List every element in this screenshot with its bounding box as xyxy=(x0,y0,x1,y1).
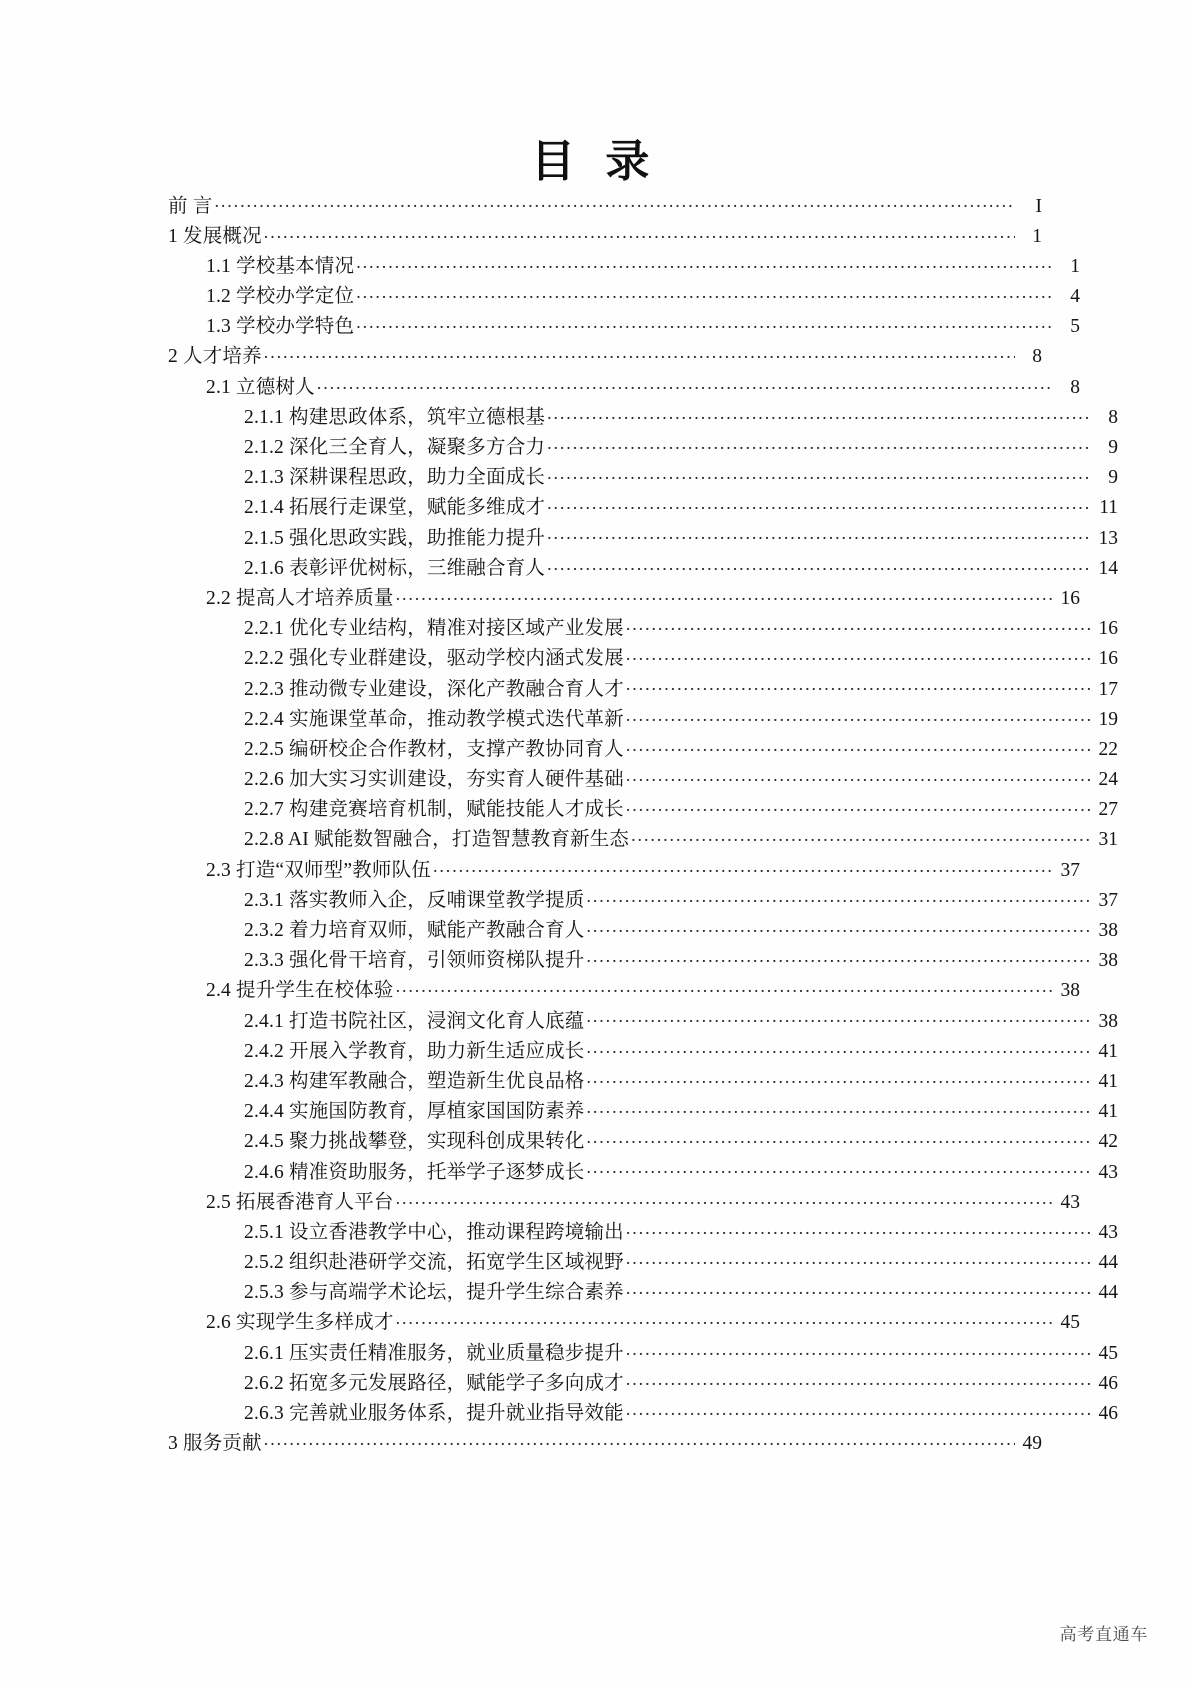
toc-entry-label: 2.4.1 打造书院社区，浸润文化育人底蕴 xyxy=(244,1010,585,1032)
toc-entry-label: 2.1.6 表彰评优树标，三维融合育人 xyxy=(244,557,546,579)
toc-entry[interactable] xyxy=(168,796,1118,826)
toc-entry[interactable] xyxy=(168,977,1080,1007)
toc-entry-label: 2.6 实现学生多样成才 xyxy=(206,1312,394,1334)
toc-leader-dots xyxy=(586,886,1091,906)
toc-entry-label: 2.4.6 精准资助服务，托举学子逐梦成长 xyxy=(244,1161,585,1183)
toc-entry[interactable] xyxy=(168,947,1118,977)
toc-entry-page-number: 43 xyxy=(1098,1161,1118,1183)
toc-entry-page-number: 46 xyxy=(1098,1372,1118,1394)
toc-entry-label: 2.1 立德树人 xyxy=(206,376,315,398)
toc-leader-dots xyxy=(626,1279,1091,1299)
toc-entry[interactable] xyxy=(168,1067,1118,1097)
toc-entry[interactable] xyxy=(168,1158,1118,1188)
toc-leader-dots xyxy=(547,494,1091,514)
toc-leader-dots xyxy=(264,343,1015,363)
toc-entry-label: 2.2 提高人才培养质量 xyxy=(206,587,394,609)
toc-entry-page-number: 8 xyxy=(1032,346,1042,368)
toc-leader-dots xyxy=(586,1007,1091,1027)
toc-entry-label: 2.3.3 强化骨干培育，引领师资梯队提升 xyxy=(244,950,585,972)
toc-entry-page-number: 38 xyxy=(1060,980,1080,1002)
toc-entry-page-number: 37 xyxy=(1060,859,1080,881)
toc-list xyxy=(168,192,1118,1460)
toc-entry[interactable] xyxy=(168,1279,1118,1309)
toc-leader-dots xyxy=(396,1309,1053,1329)
toc-entry[interactable] xyxy=(168,705,1118,735)
toc-leader-dots xyxy=(586,1037,1091,1057)
toc-entry-label: 2.6.2 拓宽多元发展路径，赋能学子多向成才 xyxy=(244,1372,624,1394)
toc-entry[interactable] xyxy=(168,1339,1118,1369)
toc-entry-page-number: 42 xyxy=(1098,1131,1118,1153)
toc-entry[interactable] xyxy=(168,1128,1118,1158)
toc-entry-page-number: 45 xyxy=(1098,1342,1118,1364)
toc-entry-page-number: 1 xyxy=(1070,255,1080,277)
toc-entry[interactable] xyxy=(168,222,1042,252)
toc-entry-page-number: 24 xyxy=(1098,769,1118,791)
page-title: 目 录 xyxy=(530,137,660,186)
toc-entry-page-number: 9 xyxy=(1108,467,1118,489)
toc-entry-page-number: 5 xyxy=(1070,316,1080,338)
toc-entry[interactable] xyxy=(168,283,1080,313)
toc-entry-label: 1.3 学校办学特色 xyxy=(206,316,355,338)
toc-entry[interactable] xyxy=(168,1007,1118,1037)
toc-leader-dots xyxy=(626,705,1091,725)
toc-entry[interactable] xyxy=(168,886,1118,916)
toc-entry[interactable] xyxy=(168,343,1042,373)
toc-entry-page-number: 4 xyxy=(1070,286,1080,308)
toc-leader-dots xyxy=(626,1339,1091,1359)
toc-entry-page-number: 43 xyxy=(1060,1191,1080,1213)
toc-entry-page-number: 44 xyxy=(1098,1252,1118,1274)
toc-entry-label: 2.4.5 聚力挑战攀登，实现科创成果转化 xyxy=(244,1131,585,1153)
toc-entry[interactable] xyxy=(168,192,1042,222)
toc-entry[interactable] xyxy=(168,917,1118,947)
toc-entry[interactable] xyxy=(168,584,1080,614)
toc-entry-label: 2.2.1 优化专业结构，精准对接区域产业发展 xyxy=(244,618,624,640)
toc-entry-page-number: 11 xyxy=(1099,497,1118,519)
toc-entry-page-number: 38 xyxy=(1098,1010,1118,1032)
toc-leader-dots xyxy=(626,675,1091,695)
toc-entry-label: 2.2.4 实施课堂革命，推动教学模式迭代革新 xyxy=(244,708,624,730)
toc-entry-page-number: 46 xyxy=(1098,1403,1118,1424)
toc-entry-label: 1.1 学校基本情况 xyxy=(206,255,355,277)
toc-entry[interactable] xyxy=(168,856,1080,886)
toc-entry[interactable] xyxy=(168,645,1118,675)
toc-entry-label: 2.4 提升学生在校体验 xyxy=(206,980,394,1002)
toc-entry[interactable] xyxy=(168,675,1118,705)
toc-entry-page-number: 9 xyxy=(1108,437,1118,458)
toc-leader-dots xyxy=(631,826,1091,846)
toc-entry-page-number: 41 xyxy=(1098,1070,1118,1092)
toc-entry[interactable] xyxy=(168,735,1118,765)
toc-leader-dots xyxy=(547,554,1091,574)
toc-entry-label: 2.4.4 实施国防教育，厚植家国国防素养 xyxy=(244,1101,585,1123)
toc-entry[interactable] xyxy=(168,252,1080,282)
toc-entry[interactable] xyxy=(168,434,1118,464)
toc-entry[interactable] xyxy=(168,494,1118,524)
toc-leader-dots xyxy=(626,1218,1091,1238)
toc-entry-label: 2.4.3 构建军教融合，塑造新生优良品格 xyxy=(244,1070,585,1092)
toc-leader-dots xyxy=(547,434,1091,454)
toc-entry[interactable] xyxy=(168,1037,1118,1067)
toc-entry-label: 3 服务贡献 xyxy=(168,1433,262,1455)
toc-entry-page-number: 16 xyxy=(1060,587,1080,609)
toc-leader-dots xyxy=(626,735,1091,755)
toc-entry-page-number: 38 xyxy=(1098,920,1118,941)
toc-entry-label: 2.6.3 完善就业服务体系，提升就业指导效能 xyxy=(244,1403,624,1424)
toc-entry-page-number: 1 xyxy=(1032,225,1042,247)
toc-entry-page-number: 44 xyxy=(1098,1282,1118,1304)
toc-entry-page-number: 16 xyxy=(1098,648,1118,670)
toc-entry-page-number: 38 xyxy=(1098,950,1118,972)
toc-entry-label: 2.2.8 AI 赋能数智融合，打造智慧教育新生态 xyxy=(244,829,630,851)
toc-entry-page-number: 14 xyxy=(1098,557,1118,579)
toc-leader-dots xyxy=(586,1128,1091,1148)
toc-entry-label: 2.3.2 着力培育双师，赋能产教融合育人 xyxy=(244,920,585,941)
toc-entry-label: 2.6.1 压实责任精准服务，就业质量稳步提升 xyxy=(244,1342,624,1364)
toc-leader-dots xyxy=(626,1369,1091,1389)
toc-entry-label: 2.2.6 加大实习实训建设，夯实育人硬件基础 xyxy=(244,769,624,791)
toc-leader-dots xyxy=(586,947,1091,967)
toc-entry-label: 2.1.2 深化三全育人，凝聚多方合力 xyxy=(244,437,546,458)
toc-entry-page-number: 22 xyxy=(1098,738,1118,760)
toc-leader-dots xyxy=(626,645,1091,665)
toc-entry[interactable] xyxy=(168,826,1118,856)
toc-leader-dots xyxy=(586,1158,1091,1178)
toc-entry-label: 1.2 学校办学定位 xyxy=(206,286,355,308)
toc-entry[interactable] xyxy=(168,554,1118,584)
toc-entry-label: 1 发展概况 xyxy=(168,225,262,247)
toc-entry-label: 2.2.5 编研校企合作教材，支撑产教协同育人 xyxy=(244,738,624,760)
toc-entry[interactable] xyxy=(168,615,1118,645)
toc-leader-dots xyxy=(214,192,1015,212)
toc-leader-dots xyxy=(586,1067,1091,1087)
toc-leader-dots xyxy=(317,373,1053,393)
toc-leader-dots xyxy=(356,313,1053,333)
toc-entry[interactable] xyxy=(168,524,1118,554)
toc-entry-label: 前 言 xyxy=(168,195,213,217)
toc-entry-page-number: 45 xyxy=(1060,1312,1080,1334)
toc-leader-dots xyxy=(586,917,1091,937)
toc-entry-label: 2.5.2 组织赴港研学交流，拓宽学生区域视野 xyxy=(244,1252,624,1274)
toc-entry-page-number: 8 xyxy=(1070,376,1080,398)
toc-entry-label: 2.3 打造“双师型”教师队伍 xyxy=(206,859,431,881)
toc-leader-dots xyxy=(547,464,1091,484)
toc-entry[interactable] xyxy=(168,1249,1118,1279)
toc-entry-label: 2.1.1 构建思政体系，筑牢立德根基 xyxy=(244,406,546,428)
toc-entry[interactable] xyxy=(168,766,1118,796)
toc-leader-dots xyxy=(396,977,1053,997)
toc-entry-label: 2.2.3 推动微专业建设，深化产教融合育人才 xyxy=(244,678,624,700)
toc-entry-page-number: 41 xyxy=(1098,1040,1118,1062)
toc-entry-page-number: 43 xyxy=(1098,1221,1118,1243)
toc-leader-dots xyxy=(586,1098,1091,1118)
toc-entry-page-number: 16 xyxy=(1098,618,1118,640)
toc-entry-label: 2.5.1 设立香港教学中心，推动课程跨境输出 xyxy=(244,1221,624,1243)
toc-leader-dots xyxy=(356,283,1053,303)
toc-leader-dots xyxy=(547,524,1091,544)
toc-entry-label: 2 人才培养 xyxy=(168,346,262,368)
toc-entry-label: 2.5 拓展香港育人平台 xyxy=(206,1191,394,1213)
toc-leader-dots xyxy=(264,222,1015,242)
toc-entry[interactable] xyxy=(168,464,1118,494)
toc-entry-label: 2.1.4 拓展行走课堂，赋能多维成才 xyxy=(244,497,546,519)
toc-entry[interactable] xyxy=(168,1430,1042,1460)
toc-entry-page-number: 41 xyxy=(1098,1101,1118,1123)
toc-entry-label: 2.2.2 强化专业群建设，驱动学校内涵式发展 xyxy=(244,648,624,670)
toc-entry[interactable] xyxy=(168,1218,1118,1248)
toc-leader-dots xyxy=(396,1188,1053,1208)
toc-entry[interactable] xyxy=(168,313,1080,343)
toc-leader-dots xyxy=(626,1400,1091,1420)
toc-entry-page-number: 37 xyxy=(1098,889,1118,911)
watermark: 高考直通车 xyxy=(1059,1625,1148,1644)
toc-entry-label: 2.5.3 参与高端学术论坛，提升学生综合素养 xyxy=(244,1282,624,1304)
toc-entry[interactable] xyxy=(168,1098,1118,1128)
toc-entry-label: 2.1.3 深耕课程思政，助力全面成长 xyxy=(244,467,546,489)
toc-entry[interactable] xyxy=(168,1309,1080,1339)
toc-entry-page-number: 27 xyxy=(1098,799,1118,821)
toc-leader-dots xyxy=(264,1430,1015,1450)
toc-leader-dots xyxy=(626,796,1091,816)
toc-entry-page-number: 13 xyxy=(1098,527,1118,549)
toc-entry-page-number: 31 xyxy=(1098,829,1118,851)
toc-entry-label: 2.4.2 开展入学教育，助力新生适应成长 xyxy=(244,1040,585,1062)
toc-leader-dots xyxy=(626,615,1091,635)
toc-entry-label: 2.1.5 强化思政实践，助推能力提升 xyxy=(244,527,546,549)
toc-entry[interactable] xyxy=(168,373,1080,403)
toc-entry-label: 2.2.7 构建竞赛培育机制，赋能技能人才成长 xyxy=(244,799,624,821)
toc-entry-page-number: I xyxy=(1035,195,1042,217)
toc-entry[interactable] xyxy=(168,1369,1118,1399)
toc-leader-dots xyxy=(626,1249,1091,1269)
toc-entry-label: 2.3.1 落实教师入企，反哺课堂教学提质 xyxy=(244,889,585,911)
toc-leader-dots xyxy=(356,252,1053,272)
toc-entry[interactable] xyxy=(168,403,1118,433)
toc-leader-dots xyxy=(396,584,1053,604)
toc-entry[interactable] xyxy=(168,1400,1118,1430)
toc-leader-dots xyxy=(626,766,1091,786)
toc-entry-page-number: 49 xyxy=(1022,1433,1042,1455)
toc-leader-dots xyxy=(433,856,1053,876)
toc-entry-page-number: 8 xyxy=(1108,406,1118,428)
toc-leader-dots xyxy=(547,403,1091,423)
toc-entry-page-number: 19 xyxy=(1098,708,1118,730)
toc-entry-page-number: 17 xyxy=(1098,678,1118,700)
toc-entry[interactable] xyxy=(168,1188,1080,1218)
